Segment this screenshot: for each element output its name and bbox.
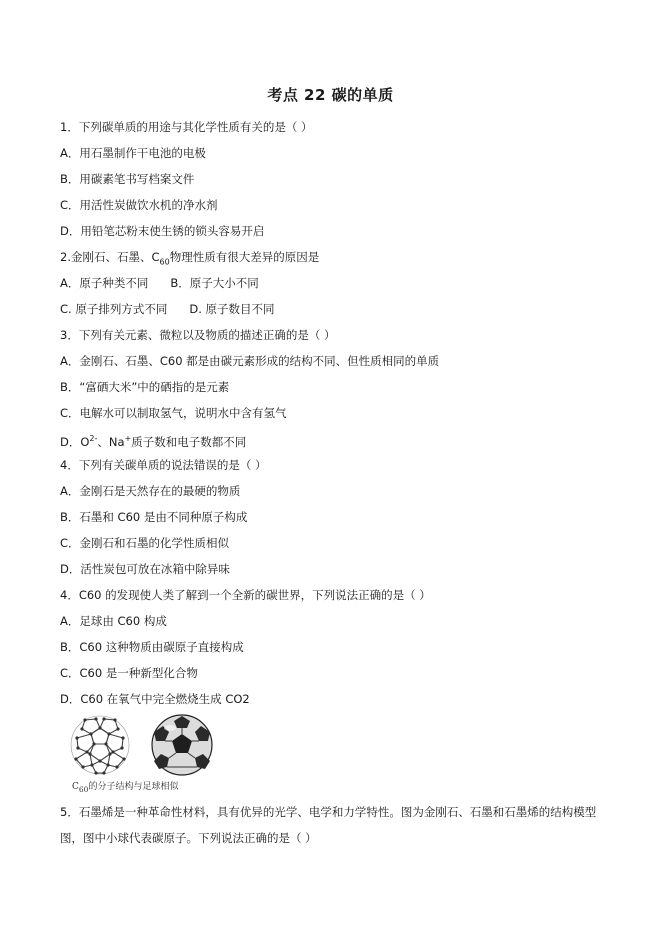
question-3-option-c: C．电解水可以制取氢气，说明水中含有氢气 [60,406,287,420]
question-3-option-d-post: 质子数和电子数都不同 [131,434,247,449]
question-2-option-b: B．原子大小不同 [170,276,259,290]
c60-molecule-icon [71,716,129,775]
question-2-stem-post: 物理性质有很大差异的原因是 [169,250,320,264]
question-2-option-d: D. 原子数目不同 [189,302,275,316]
question-2-option-c: C. 原子排列方式不同 [60,302,168,316]
question-4b-option-a: A．足球由 C60 构成 [60,614,167,628]
question-4a-option-c: C．金刚石和石墨的化学性质相似 [60,536,230,550]
question-1-option-a: A．用石墨制作干电池的电极 [60,146,206,160]
question-2-stem-pre: 2.金刚石、石墨、C [60,250,160,264]
question-1-stem: 1．下列碳单质的用途与其化学性质有关的是（ ） [60,120,313,134]
question-4a-option-d: D．活性炭包可放在冰箱中除异味 [60,562,230,576]
question-4b-stem: 4．C60 的发现使人类了解到一个全新的碳世界，下列说法正确的是（ ） [60,588,431,602]
question-4a-option-a: A．金刚石是天然存在的最硬的物质 [60,484,241,498]
question-3-option-d-sup2: + [124,434,132,443]
question-2-options-cd [60,302,275,316]
c60-figure [66,714,222,776]
question-4a-stem: 4．下列有关碳单质的说法错误的是（ ） [60,458,267,472]
question-2-options-ab [60,276,259,290]
question-1-option-d: D．用铅笔芯粉末使生锈的锁头容易开启 [60,224,265,238]
question-3-option-d-pre: D．O [60,434,90,449]
page-title: 考点 22 碳的单质 [267,86,394,104]
question-3-stem: 3．下列有关元素、微粒以及物质的描述正确的是（ ） [60,328,336,342]
figure-caption-pre: C [72,782,79,792]
question-2-stem-sub: 60 [159,257,170,267]
figure-caption [72,779,178,794]
question-4a-option-b: B．石墨和 C60 是由不同种原子构成 [60,510,248,524]
question-4b-option-d: D．C60 在氧气中完全燃烧生成 CO2 [60,692,250,706]
question-5-line-2: 图，图中小球代表碳原子。下列说法正确的是（ ） [60,831,317,845]
question-3-option-a: A．金刚石、石墨、C60 都是由碳元素形成的结构不同、但性质相同的单质 [60,354,440,368]
question-1-option-c: C．用活性炭做饮水机的净水剂 [60,198,218,212]
question-2-stem [60,250,319,269]
question-3-option-b: B．“富硒大米”中的硒指的是元素 [60,380,230,394]
figure-caption-post: 的分子结构与足球相似 [88,782,179,792]
question-2-option-a: A．原子种类不同 [60,276,149,290]
question-4b-option-b: B．C60 这种物质由碳原子直接构成 [60,640,244,654]
question-3-option-d-sup1: 2- [89,434,98,443]
figure-caption-sub: 60 [78,784,89,794]
question-3-option-d-mid: 、Na [97,434,125,449]
question-5-line-1: 5．石墨烯是一种革命性材料，具有优异的光学、电学和力学特性。图为金刚石、石墨和石墨烯的结构模型 [60,805,597,819]
question-4b-option-c: C．C60 是一种新型化合物 [60,666,198,680]
question-1-option-b: B．用碳素笔书写档案文件 [60,172,195,186]
question-3-option-d [60,432,246,449]
soccer-ball-icon [152,715,212,775]
